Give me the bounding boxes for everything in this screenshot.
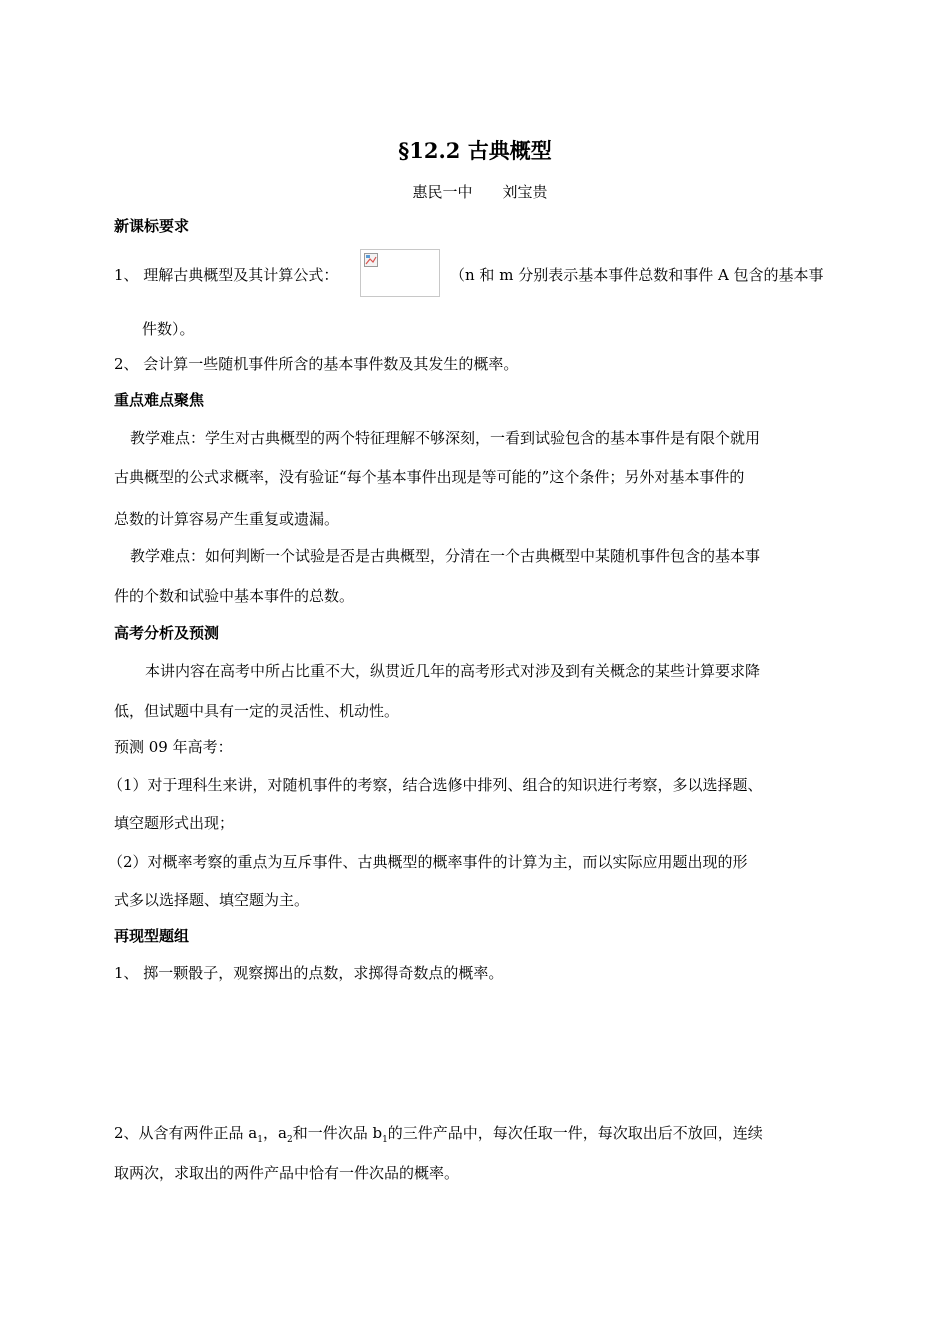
requirement-1-continued: 件数）。 (142, 320, 195, 338)
exam-item1-line1: （1）对于理科生来讲，对随机事件的考察，结合选修中排列、组合的知识进行考察，多以选择题、 (108, 776, 763, 794)
exam-item2-line1: （2）对概率考察的重点为互斥事件、古典概型的概率事件的计算为主，而以实际应用题出现的形 (108, 853, 748, 871)
heading-focus: 重点难点聚焦 (114, 391, 205, 409)
subscript-3: 1 (382, 1135, 388, 1145)
subscript-2: 2 (286, 1135, 293, 1145)
heading-exam: 高考分析及预测 (114, 624, 220, 642)
exam-p1-line1: 本讲内容在高考中所占比重不大，纵贯近几年的高考形式对涉及到有关概念的某些计算要求降 (145, 662, 761, 680)
exam-item2-line2: 式多以选择题、填空题为主。 (114, 891, 310, 909)
focus-p1-line1: 教学难点：学生对古典概型的两个特征理解不够深刻，一看到试验包含的基本事件是有限个就用 (130, 429, 761, 447)
requirement-1 (114, 264, 850, 286)
problem-2-text-a: 2、从含有两件正品 a (114, 1124, 258, 1142)
problem-2-text-c: 和一件次品 b (292, 1124, 383, 1142)
exam-item1-line2: 填空题形式出现； (114, 814, 235, 832)
focus-p2-line2: 件的个数和试验中基本事件的总数。 (114, 587, 355, 605)
focus-p1-line3: 总数的计算容易产生重复或遗漏。 (114, 510, 340, 528)
page-title: §12.2 古典概型 (398, 138, 552, 163)
problem-2-line2: 取两次，求取出的两件产品中恰有一件次品的概率。 (114, 1164, 460, 1182)
heading-problems: 再现型题组 (114, 927, 190, 945)
author-school: 惠民一中 (412, 183, 473, 201)
focus-p2-line1: 教学难点：如何判断一个试验是否是古典概型，分清在一个古典概型中某随机事件包含的基本事 (130, 547, 761, 565)
problem-2-text-b: ，a (263, 1124, 287, 1142)
formula-image-placeholder (360, 249, 440, 297)
problem-1: 1、 掷一颗骰子，观察掷出的点数，求掷得奇数点的概率。 (114, 964, 504, 982)
broken-image-icon (364, 253, 378, 267)
requirement-1-prefix: 1、 理解古典概型及其计算公式： (114, 266, 339, 284)
author-name: 刘宝贵 (502, 183, 548, 201)
requirement-1-suffix: （n 和 m 分别表示基本事件总数和事件 A 包含的基本事 (450, 266, 824, 284)
heading-requirements: 新课标要求 (114, 217, 190, 235)
author-line (0, 181, 950, 203)
subscript-1: 1 (257, 1135, 263, 1145)
exam-p1-line2: 低，但试题中具有一定的灵活性、机动性。 (114, 702, 400, 720)
focus-p1-line2: 古典概型的公式求概率，没有验证“每个基本事件出现是等可能的”这个条件；另外对基本事件的 (114, 468, 745, 486)
problem-2-text-d: 的三件产品中，每次任取一件，每次取出后不放回，连续 (387, 1124, 763, 1142)
requirement-2: 2、 会计算一些随机事件所含的基本事件数及其发生的概率。 (114, 355, 519, 373)
problem-2-line1 (114, 1122, 850, 1151)
exam-predict: 预测 09 年高考： (114, 738, 233, 756)
